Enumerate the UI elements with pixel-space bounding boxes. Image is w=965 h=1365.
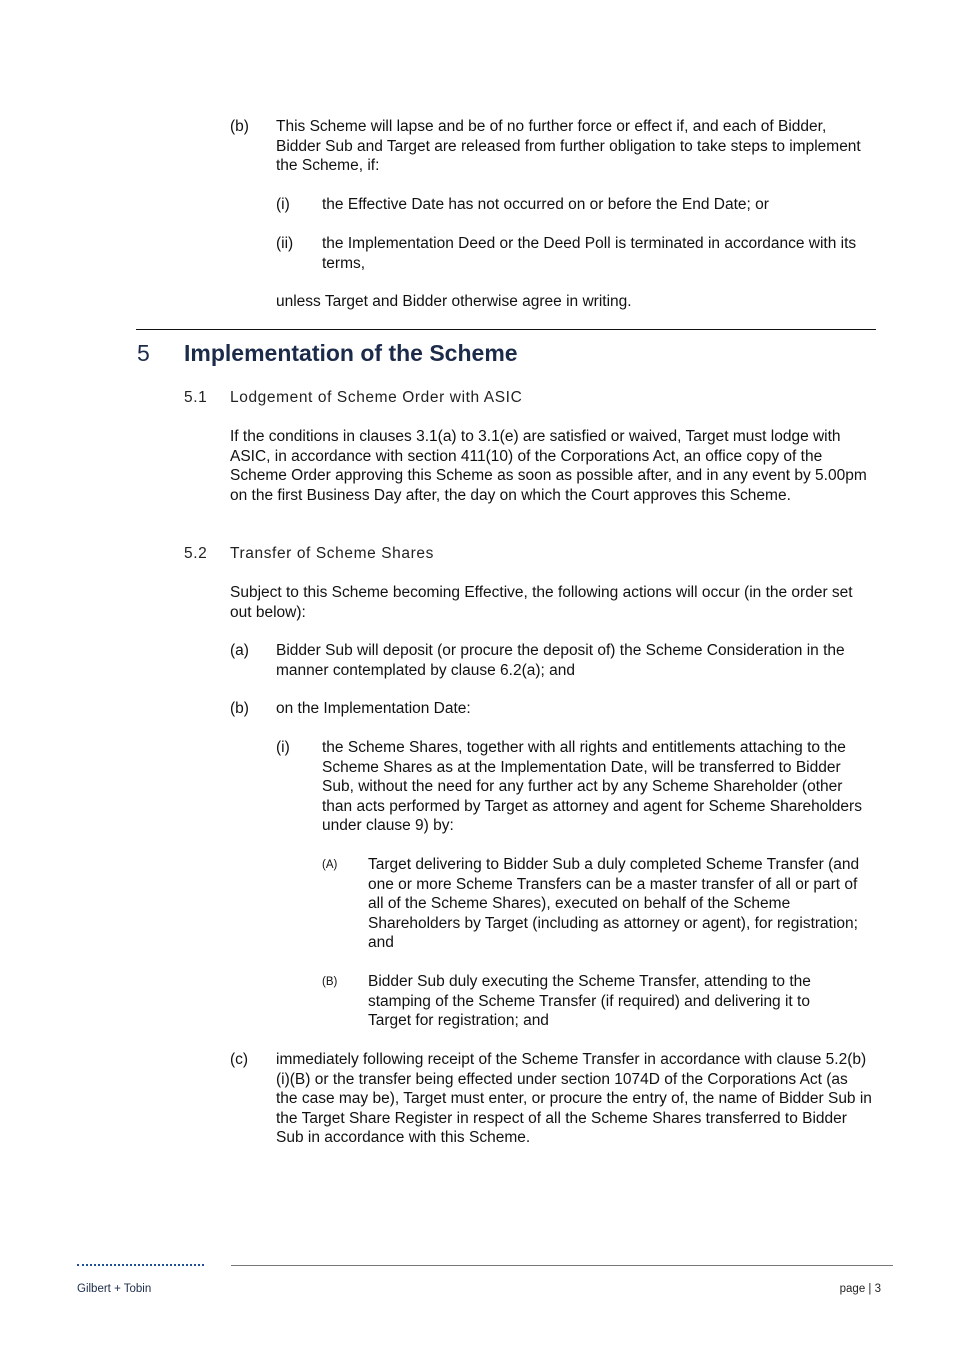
clause-b2-i-text: the Scheme Shares, together with all rights and entitlements attaching to the Scheme Shares as at the Implementation Date, will be transferred to Bidder Sub, without the need for any further act by any Scheme Shareholder (other than acts performed by Target as attorney and agent for Scheme Shareholders under clause 9) by: bbox=[322, 739, 862, 834]
subsection-5-2-intro: Subject to this Scheme becoming Effective, the following actions will occur (in the order set out below): bbox=[230, 584, 853, 621]
subsection-5-2-number: 5.2 bbox=[184, 545, 208, 562]
clause-A-text: Target delivering to Bidder Sub a duly completed Scheme Transfer (and one or more Scheme Transfers can be a master transfer of all or part of all of the Scheme Shares), executed on behalf of the Scheme Shareholders by Target (including as attorney or agent), for registration; and bbox=[368, 856, 860, 951]
clause-b-tail: unless Target and Bidder otherwise agree in writing. bbox=[276, 293, 632, 310]
clause-label-b2-i: (i) bbox=[276, 739, 290, 756]
clause-label-c: (c) bbox=[230, 1051, 249, 1068]
section-divider bbox=[136, 329, 876, 330]
clause-c-text: immediately following receipt of the Scheme Transfer in accordance with clause 5.2(b)(i)(B) or the transfer being effected under section 1074D of the Corporations Act (as the case may be), Target must enter, or procure the entry of, the name of Bidder Sub in the Target Share Register in respect of all the Scheme Shares transferred to Bidder Sub in accordance with this Scheme. bbox=[276, 1051, 872, 1146]
clause-label-B: (B) bbox=[322, 976, 338, 988]
clause-label-b2: (b) bbox=[230, 700, 249, 717]
clause-label-A: (A) bbox=[322, 859, 338, 871]
subsection-5-1-number: 5.1 bbox=[184, 389, 208, 406]
footer-firm-name: Gilbert + Tobin bbox=[77, 1283, 152, 1295]
section-title: Implementation of the Scheme bbox=[184, 340, 518, 366]
footer-page-number: page | 3 bbox=[839, 1283, 881, 1295]
subsection-5-1-title: Lodgement of Scheme Order with ASIC bbox=[230, 389, 523, 406]
footer-rule bbox=[231, 1265, 893, 1266]
footer-dotted-rule bbox=[77, 1264, 204, 1266]
subsection-5-2-title: Transfer of Scheme Shares bbox=[230, 545, 434, 562]
clause-label-a: (a) bbox=[230, 642, 249, 659]
clause-b2-text: on the Implementation Date: bbox=[276, 700, 471, 717]
clause-label-ii: (ii) bbox=[276, 235, 294, 252]
clause-b-text: This Scheme will lapse and be of no further force or effect if, and each of Bidder, Bidder Sub and Target are released from further obligation to take steps to implement the Scheme, if: bbox=[276, 118, 861, 174]
clause-a-text: Bidder Sub will deposit (or procure the deposit of) the Scheme Consideration in the manner contemplated by clause 6.2(a); and bbox=[276, 642, 845, 679]
clause-b-ii-text: the Implementation Deed or the Deed Poll is terminated in accordance with its terms, bbox=[322, 235, 857, 272]
clause-label-i: (i) bbox=[276, 196, 290, 213]
section-number: 5 bbox=[137, 340, 150, 366]
clause-label-b: (b) bbox=[230, 118, 249, 135]
clause-B-text: Bidder Sub duly executing the Scheme Transfer, attending to the stamping of the Scheme Transfer (if required) and delivering it to Target for registration; and bbox=[368, 973, 811, 1029]
subsection-5-1-body: If the conditions in clauses 3.1(a) to 3.1(e) are satisfied or waived, Target must lodge with ASIC, in accordance with section 411(10) of the Corporations Act, an office copy of the Scheme Order approving this Scheme as soon as possible after, and in any event by 5.00pm on the first Business Day after, the day on which the Court approves this Scheme. bbox=[230, 428, 867, 504]
clause-b-i-text: the Effective Date has not occurred on or before the End Date; or bbox=[322, 196, 769, 213]
